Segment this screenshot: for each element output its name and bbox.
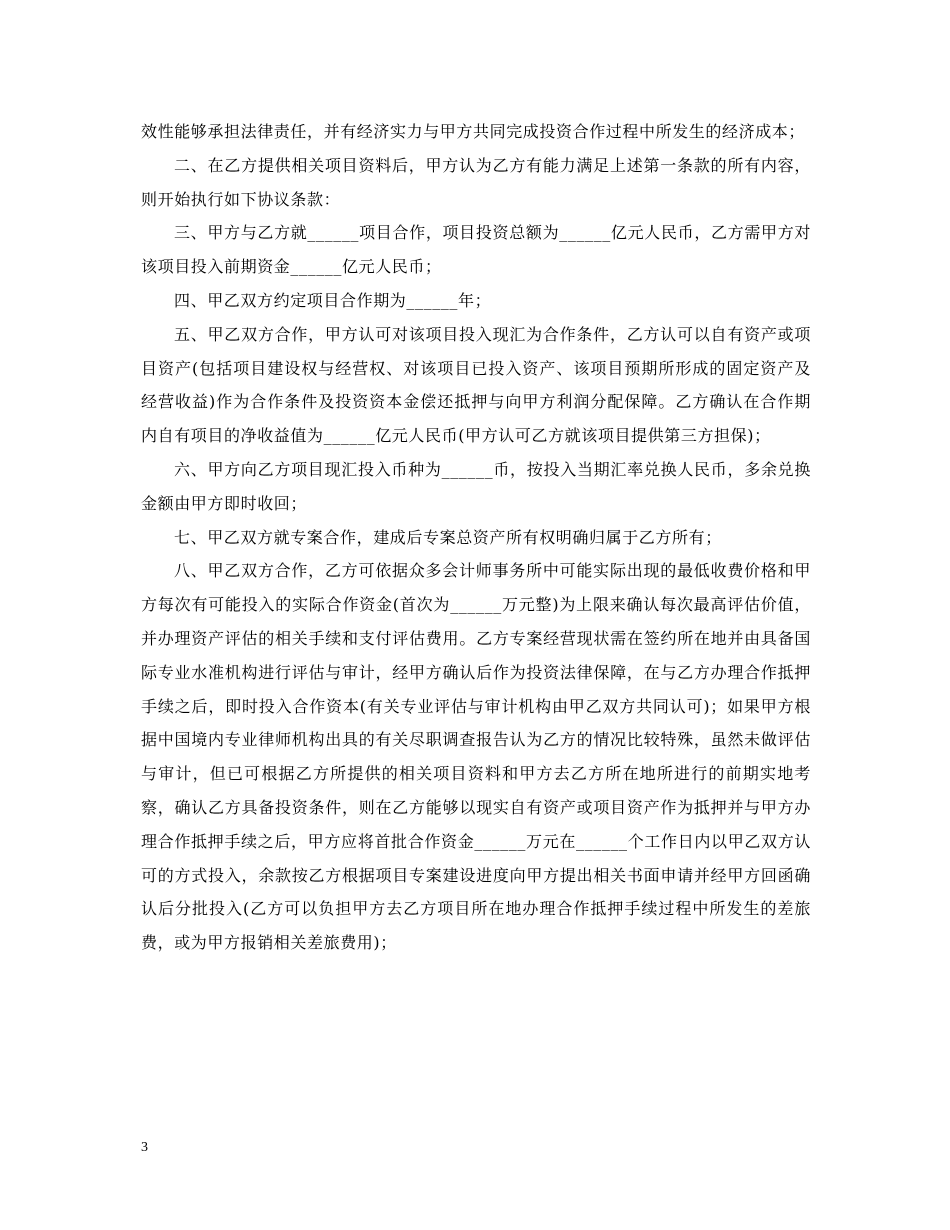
page-number: 3 <box>141 1140 148 1155</box>
clause-2: 二、在乙方提供相关项目资料后，甲方认为乙方有能力满足上述第一条款的所有内容，则开始执行如下协议条款： <box>141 155 811 209</box>
clause-5: 五、甲乙双方合作，甲方认可对该项目投入现汇为合作条件，乙方认可以自有资产或项目资产(包括项目建设权与经营权、对该项目已投入资产、该项目预期所形成的固定资产及经营收益)作为合作条件及投资资本金偿还抵押与向甲方利润分配保障。乙方确认在合作期内自有项目的净收益值为______亿元人民币(甲方认可乙方就该项目提供第三方担保)； <box>141 324 811 446</box>
clause-6: 六、甲方向乙方项目现汇投入币种为______币，按投入当期汇率兑换人民币，多余兑换金额由甲方即时收回； <box>141 459 811 513</box>
clause-4: 四、甲乙双方约定项目合作期为______年； <box>174 290 492 310</box>
clause-3: 三、甲方与乙方就______项目合作，项目投资总额为______亿元人民币，乙方需甲方对该项目投入前期资金______亿元人民币； <box>141 223 811 277</box>
clause-8: 八、甲乙双方合作，乙方可依据众多会计师事务所中可能实际出现的最低收费价格和甲方每次有可能投入的实际合作资金(首次为______万元整)为上限来确认每次最高评估价值，并办理资产评估的相关手续和支付评估费用。乙方专案经营现状需在签约所在地并由具备国际专业水准机构进行评估与审计，经甲方确认后作为投资法律保障，在与乙方办理合作抵押手续之后，即时投入合作资本(有关专业评估与审计机构由甲乙双方共同认可)；如果甲方根据中国境内专业律师机构出具的有关尽职调查报告认为乙方的情况比较特殊，虽然未做评估与审计，但已可根据乙方所提供的相关项目资料和甲方去乙方所在地所进行的前期实地考察，确认乙方具备投资条件，则在乙方能够以现实自有资产或项目资产作为抵押并与甲方办理合作抵押手续之后，甲方应将首批合作资金______万元在______个工作日内以甲乙双方认可的方式投入，余款按乙方根据项目专案建设进度向甲方提出相关书面申请并经甲方回函确认后分批投入(乙方可以负担甲方去乙方项目所在地办理合作抵押手续过程中所发生的差旅费，或为甲方报销相关差旅费用)； <box>141 561 811 953</box>
clause-7: 七、甲乙双方就专案合作，建成后专案总资产所有权明确归属于乙方所有； <box>174 527 722 547</box>
document-body <box>141 115 811 960</box>
paragraph-continuation: 效性能够承担法律责任，并有经济实力与甲方共同完成投资合作过程中所发生的经济成本； <box>141 122 806 141</box>
